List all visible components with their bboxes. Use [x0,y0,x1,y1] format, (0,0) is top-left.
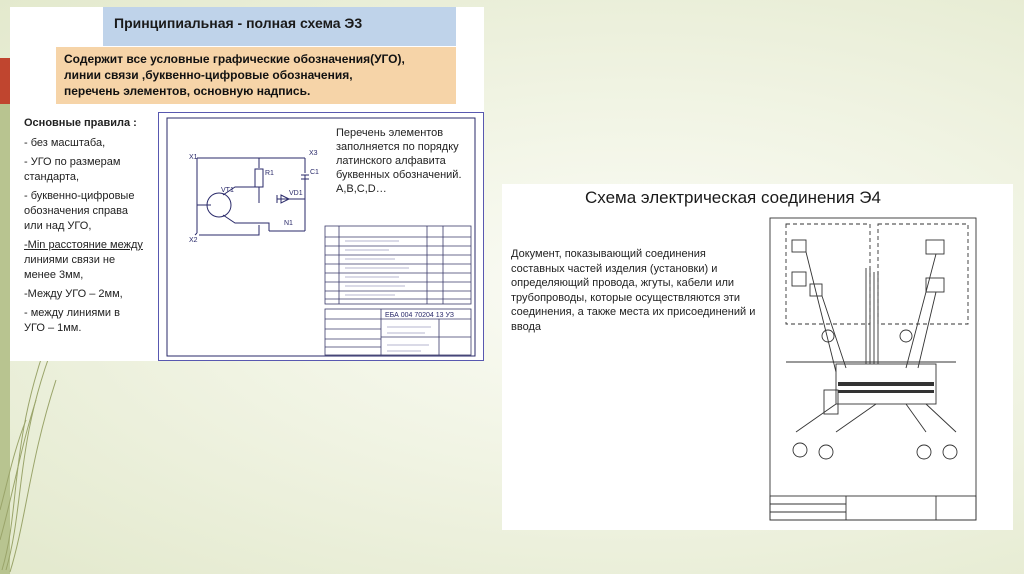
rule-item: -Между УГО – 2мм, [24,288,123,300]
e4-description: Документ, показывающий соединения составных частей изделия (установки) и определяющий провода, жгуты, кабели или трубопроводы, которые осуществляются эти соединения, а также места их присоединений и ввода [511,248,756,333]
rule-item: -Min расстояние между [24,239,143,251]
rules-list [24,116,164,336]
slide-title-e3: Принципиальная - полная схема Э3 [114,15,363,31]
label-vd1: VD1 [289,190,303,197]
rule-item: - между линиями в [24,307,120,319]
perechen-text: Перечень элементов заполняется по порядку латинского алфавита буквенных обозначений. A,B,C,D… [336,127,462,195]
accent-bar-red [0,58,10,104]
decorative-swirl [0,340,60,574]
connection-diagram-e4 [766,212,982,524]
rule-item: - УГО по размерам [24,156,121,168]
label-vt1: VT1 [221,187,234,194]
rule-item: - без масштаба, [24,137,106,149]
label-x1: X1 [189,154,198,161]
rule-item: обозначения справа [24,205,129,217]
rule-item: - буквенно-цифровые [24,190,135,202]
label-r1: R1 [265,170,274,177]
rule-item: или над УГО, [24,220,92,232]
description-line-2: линии связи ,буквенно-цифровые обозначения, [64,68,353,82]
rule-item: стандарта, [24,171,80,183]
rule-item: УГО – 1мм. [24,322,82,334]
label-x3: X3 [309,150,318,157]
description-line-3: перечень элементов, основную надпись. [64,84,311,98]
description-line-1: Содержит все условные графические обозначения(УГО), [64,52,405,66]
stamp-code: ЕБА 004 70204 13 УЗ [385,312,455,319]
slide-title-e4: Схема электрическая соединения Э4 [585,188,881,207]
label-c1: C1 [310,169,319,176]
label-x2: X2 [189,237,198,244]
rule-item: линиями связи не [24,254,116,266]
rules-heading: Основные правила : [24,117,137,129]
label-n1: N1 [284,220,293,227]
rule-item: менее 3мм, [24,269,84,281]
